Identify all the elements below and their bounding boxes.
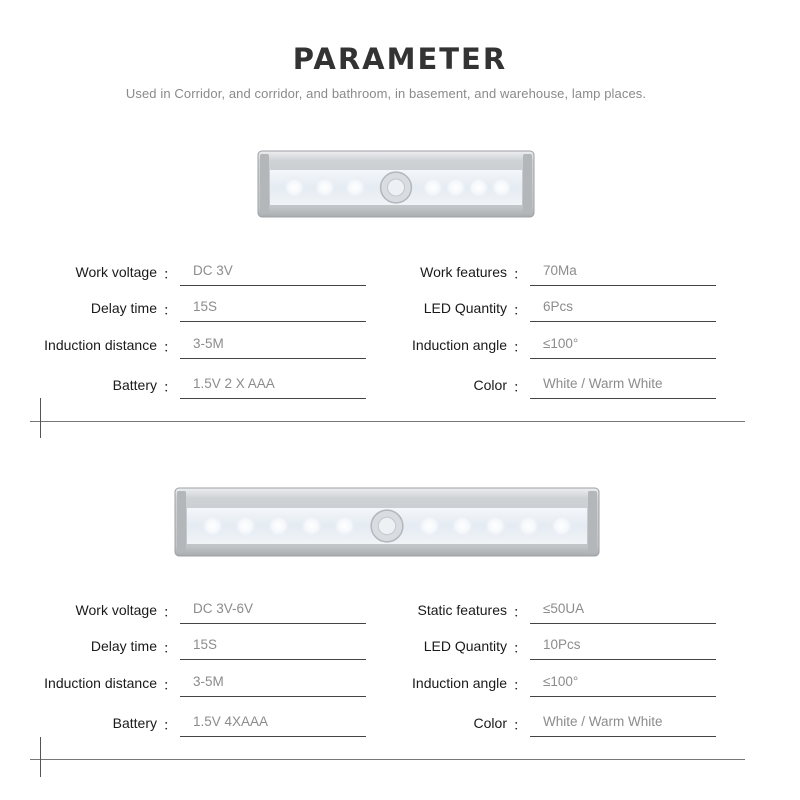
param-row-right [0,596,800,620]
section-divider-line [30,759,745,760]
page-title: PARAMETER [292,42,508,76]
param-colon: ： [513,640,527,656]
param-value: 70Ma [543,263,577,278]
led-dot [418,514,441,537]
value-underline [180,659,366,660]
value-underline [180,321,366,322]
led-dot [234,514,257,537]
param-colon: ： [163,677,177,693]
param-value: 10Pcs [543,637,581,652]
value-underline [180,358,366,359]
param-value: 3-5M [193,336,224,351]
page-subtitle: Used in Corridor, and corridor, and bathroom, in basement, and warehouse, lamp places. [125,86,647,101]
lamp-end-cap-right [523,154,532,214]
motion-sensor-lens [388,179,405,196]
param-label: Work features [420,264,507,280]
param-value: ≤50UA [543,601,585,616]
motion-sensor-lens [378,517,395,534]
param-value: ≤100° [543,674,579,689]
value-underline [530,736,716,737]
param-row-right [0,371,800,395]
param-colon: ： [163,604,177,620]
section-divider-line [30,421,745,422]
param-label: LED Quantity [423,638,507,654]
value-underline [180,736,366,737]
led-dot [490,176,512,198]
led-dot [314,176,336,198]
param-value: 15S [193,299,218,314]
led-dot [422,176,444,198]
param-value: 1.5V 2 X AAA [193,376,275,391]
param-value: 3-5M [193,674,224,689]
value-underline [180,285,366,286]
led-dot [344,176,366,198]
led-dot [267,514,290,537]
led-dot [445,176,467,198]
param-label: Color [473,715,507,731]
value-underline [530,623,716,624]
param-label: Work voltage [75,264,157,280]
param-value: DC 3V [193,263,233,278]
param-colon: ： [163,379,177,395]
param-value: DC 3V-6V [193,601,254,616]
param-value: 15S [193,637,218,652]
param-colon: ： [513,339,527,355]
led-dot [451,514,474,537]
param-row-right [0,632,800,656]
param-colon: ： [513,266,527,282]
value-underline [530,659,716,660]
led-dot [283,176,305,198]
param-label: Battery [112,377,157,393]
param-colon: ： [163,266,177,282]
lamp-end-cap-left [260,154,269,214]
param-label: Battery [112,715,157,731]
value-underline [530,696,716,697]
param-value: White / Warm White [543,376,663,391]
value-underline [530,321,716,322]
led-dot [300,514,323,537]
value-underline [530,398,716,399]
led-dot [484,514,507,537]
param-label: Induction angle [412,675,507,691]
param-label: Delay time [90,638,157,654]
param-label: Induction distance [44,675,157,691]
param-value: 1.5V 4XAAA [193,714,269,729]
value-underline [530,285,716,286]
value-underline [180,398,366,399]
led-bar-light-image-1 [257,150,535,218]
param-colon: ： [163,640,177,656]
param-colon: ： [163,339,177,355]
lamp-end-cap-right [588,491,597,553]
led-dot [467,176,489,198]
led-dot [517,514,540,537]
param-colon: ： [513,717,527,733]
param-label: LED Quantity [423,300,507,316]
param-label: Induction angle [412,337,507,353]
param-colon: ： [513,379,527,395]
param-row-right [0,294,800,318]
value-underline [530,358,716,359]
param-colon: ： [513,677,527,693]
param-row-right [0,258,800,282]
param-row-right [0,669,800,693]
led-bar-light-image-2 [174,487,600,557]
param-value: ≤100° [543,336,579,351]
param-colon: ： [513,302,527,318]
param-label: Delay time [90,300,157,316]
led-dot [550,514,573,537]
param-colon: ： [163,717,177,733]
param-row-right [0,331,800,355]
param-label: Work voltage [75,602,157,618]
led-dot [333,514,356,537]
param-label: Induction distance [44,337,157,353]
value-underline [180,696,366,697]
param-label: Color [473,377,507,393]
param-value: 6Pcs [543,299,574,314]
param-row-right [0,709,800,733]
led-dot [201,514,224,537]
section-divider-tick [40,737,41,777]
section-divider-tick [40,398,41,438]
param-label: Static features [417,602,507,618]
lamp-end-cap-left [177,491,186,553]
value-underline [180,623,366,624]
param-colon: ： [163,302,177,318]
param-colon: ： [513,604,527,620]
param-value: White / Warm White [543,714,663,729]
